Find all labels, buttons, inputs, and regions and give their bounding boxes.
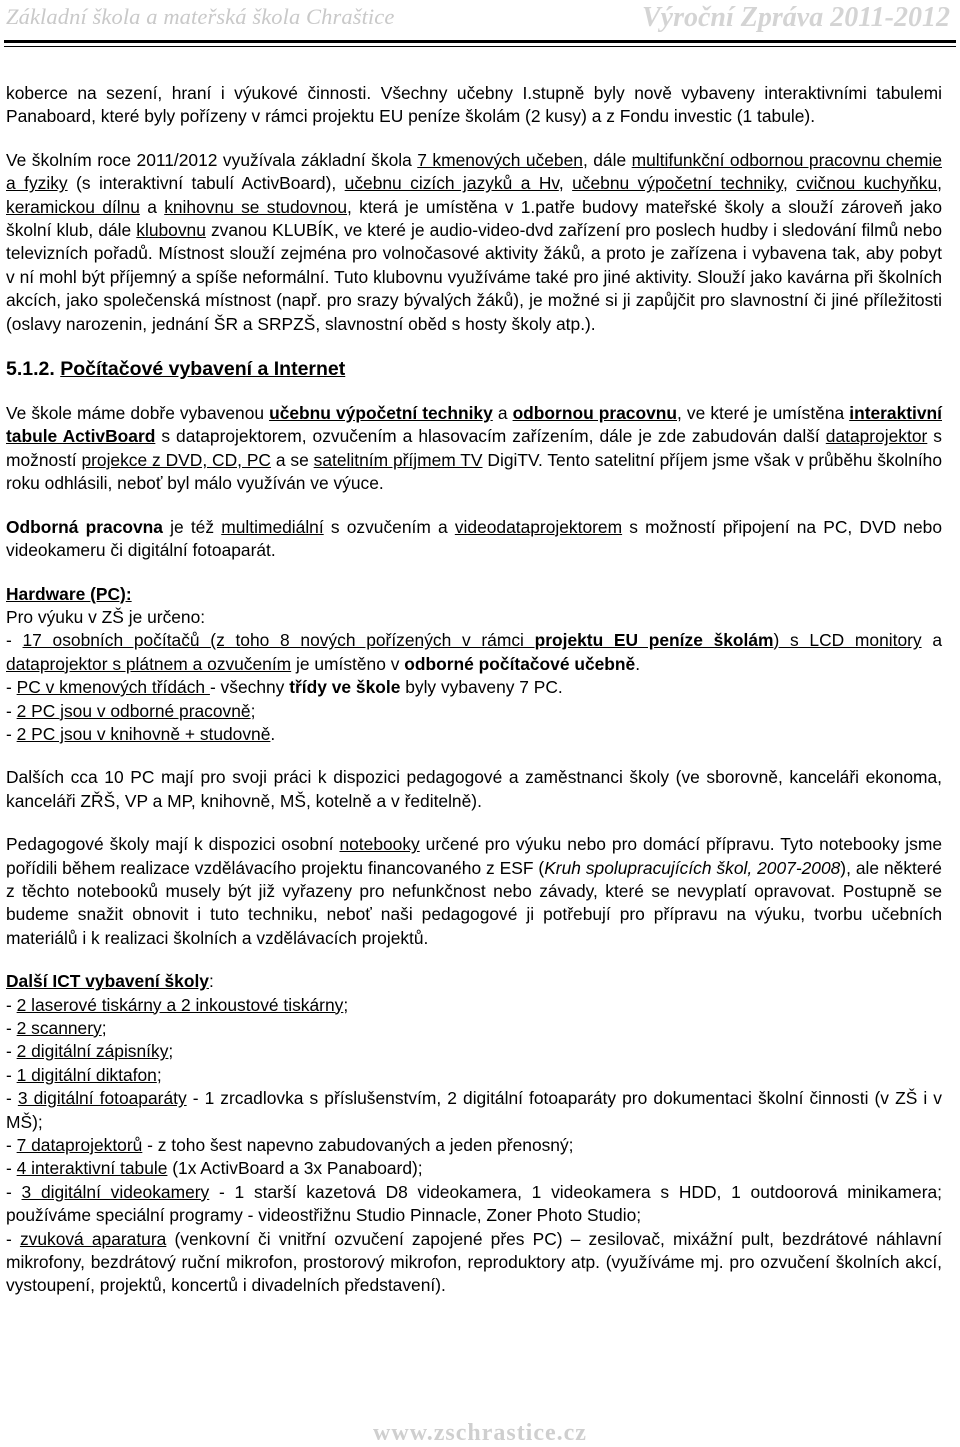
document-body: [6, 82, 942, 1298]
paragraph-text: koberce na sezení, hraní i výukové činnosti. Všechny učebny I.stupně byly nově vybaveny interaktivními tabulemi Panaboard, které byly pořízeny v rámci projektu EU peníze školám (2 kusy) a z Fondu investic (1 tabule).: [6, 83, 942, 127]
ict-list-item: [6, 1134, 942, 1157]
underlined-bold-text: interaktivní tabule ActivBoard: [6, 403, 943, 447]
hardware-list-item: [6, 723, 942, 746]
underlined-text: satelitním příjmem TV: [313, 449, 483, 470]
bold-text: třídy ve škole: [289, 677, 401, 698]
text: ;: [250, 700, 256, 721]
underlined-text: projekce z DVD, CD, PC: [81, 449, 271, 470]
underlined-text: 4 interaktivní tabule: [16, 1158, 168, 1179]
underlined-text: keramickou dílnu: [6, 196, 140, 217]
section-title: Počítačové vybavení a Internet: [60, 358, 346, 381]
text: (1x ActivBoard a 3x Panaboard);: [167, 1158, 423, 1179]
list-dash: -: [6, 994, 17, 1015]
text: ;: [343, 994, 349, 1015]
list-dash: -: [6, 723, 17, 744]
underlined-bold-text: projektu EU peníze školám: [534, 630, 774, 651]
ict-list-item: [6, 1157, 942, 1180]
list-dash: -: [6, 1181, 22, 1202]
underlined-text: učebnu cizích jazyků a Hv: [344, 173, 559, 194]
underlined-text: 2 scannery: [16, 1018, 102, 1038]
text: s ozvučením a: [323, 516, 455, 537]
text: s možností: [6, 426, 942, 470]
underlined-text: učebnu výpočetní techniky: [572, 173, 783, 194]
text: , dále: [582, 149, 632, 170]
ict-list-item: [6, 1087, 942, 1134]
underlined-text: notebooky: [339, 834, 420, 855]
underlined-text: 2 digitální zápisníky: [16, 1041, 169, 1062]
text: ;: [156, 1064, 162, 1085]
underlined-text: knihovnu se studovnou: [164, 196, 348, 217]
list-dash: -: [6, 1041, 17, 1062]
paragraph-intro-continued: [6, 82, 942, 129]
ict-list-item: [6, 1181, 942, 1228]
text: , která je umístěna v 1.patře budovy mateřské školy a slouží zároveň jako školní klub, dále: [6, 196, 942, 241]
ict-list-item: [6, 1064, 942, 1087]
ict-section: [6, 970, 942, 1298]
hardware-list-item: [6, 629, 942, 676]
underlined-text: multifunkční odbornou pracovnu chemie a fyziky: [6, 149, 942, 194]
text: určené pro výuku nebo pro domácí přípravu. Tyto notebooky jsme pořídili během realizace vzdělávacího projektu financovaného z ESF (: [6, 834, 942, 878]
text: ), ale některé z těchto notebooků musely být již vyřazeny pro nefunkčnost nebo závady, které se nevyplatí opravovat. Postupně se budeme snažit obnovit i tuto techniku, neboť naši pedagogové ji potřebují pro přípravu na výuku, tvorbu učebních materiálů i k realizaci školních a vzdělávacích projektů.: [6, 857, 942, 948]
ict-list: [6, 994, 942, 1298]
text: DigiTV. Tento satelitní příjem jsme však v průběhu školního roku odhlásili, neboť byl málo využíván ve výuce.: [6, 449, 942, 494]
text: .: [635, 653, 641, 674]
paragraph-classrooms: [6, 149, 942, 336]
list-dash: -: [6, 1158, 17, 1179]
text: zvanou KLUBÍK, ve které je audio-video-dvd zařízení pro poslech hudby i sledování filmů nebo televizních pořadů. Místnost slouží zejména pro volnočasové aktivity žáků, a proto je zařízena i vybavena tak, aby pobyt v ní mohl být příjemný a spíše neformální. Tuto klubovnu využíváme také pro jiné aktivity. Slouží jako kavárna při školních akcích, jako společenská místnost (např. pro srazy bývalých žáků), je možné si ji zapůjčit pro slavnostní či jiné příležitosti (oslavy narozenin, jednání ŠR a SRPZŠ, slavnostní oběd s hosty školy atp.).: [6, 220, 942, 334]
list-dash: -: [6, 1064, 17, 1085]
underlined-text: ) s LCD monitory: [773, 630, 922, 651]
underlined-text: dataprojektor: [825, 426, 928, 447]
underlined-text: 2 PC jsou v odborné pracovně: [16, 700, 251, 721]
header-rule-thin: [4, 46, 956, 47]
text: je umístěno v: [291, 653, 405, 674]
text: , ve které je umístěna: [677, 403, 850, 424]
underlined-text: 2 laserové tiskárny a 2 inkoustové tiskárny: [16, 994, 344, 1015]
text: byly vybaveny 7 PC.: [400, 677, 563, 698]
header-school-name: Základní škola a mateřská škola Chraštice: [6, 4, 395, 29]
bold-text: Odborná pracovna: [6, 516, 163, 537]
underlined-text: videodataprojektorem: [454, 516, 623, 537]
text: a: [921, 630, 942, 651]
footer-url: www.zschrastice.cz: [373, 1420, 587, 1446]
text: ;: [168, 1041, 174, 1062]
text: Pro výuku v ZŠ je určeno:: [6, 606, 206, 627]
ict-list-item: [6, 1040, 942, 1063]
underlined-text: 3 digitální fotoaparáty: [17, 1088, 187, 1109]
paragraph-specialized-room: [6, 516, 942, 563]
text: (venkovní či vnitřní ozvučení zapojené přes PC) – zesilovač, mixážní pult, bezdrátové náhlavní mikrofony, bezdrátový ruční mikrofon, prostorový mikrofon, reproduktory atp. (využíváme mj. pro ozvučení školních akcí, vystoupení, projektů, koncertů i divadelních představení).: [6, 1228, 943, 1296]
list-dash: -: [6, 677, 17, 698]
hardware-section: [6, 583, 942, 747]
text: ,: [558, 173, 573, 194]
text: :: [208, 971, 214, 992]
list-dash: -: [6, 630, 23, 651]
header-rule-thick: [4, 40, 956, 43]
ict-list-item: [6, 994, 942, 1017]
underlined-text: dataprojektor s plátnem a ozvučením: [6, 653, 292, 674]
ict-list-item: [6, 1017, 942, 1040]
text: - z toho šest napevno zabudovaných a jeden přenosný;: [142, 1135, 574, 1156]
hardware-list-item: [6, 676, 942, 699]
text: s možností připojení na PC, DVD nebo videokameru či digitální fotoaparát.: [6, 516, 942, 561]
text: - 1 zrcadlovka s příslušenstvím, 2 digitální fotoaparáty pro dokumentaci školní činnosti (v ZŠ i v MŠ);: [6, 1088, 942, 1132]
list-dash: -: [6, 700, 17, 721]
underlined-text: 3 digitální videokamery: [21, 1181, 210, 1202]
paragraph-other-pcs: [6, 766, 942, 813]
list-dash: -: [6, 1088, 18, 1109]
ict-heading: Další ICT vybavení školy: [6, 971, 209, 992]
paragraph-notebooks: [6, 833, 942, 950]
text: Dalších cca 10 PC mají pro svoji práci k dispozici pedagogové a zaměstnanci školy (ve sborovně, kanceláři ekonoma, kanceláři ZŘŠ, VP a MP, knihovně, MŠ, kotelně a v ředitelně).: [6, 767, 942, 811]
underlined-bold-text: odbornou pracovnu: [512, 403, 678, 424]
underlined-text: 2 PC jsou v knihovně + studovně: [16, 723, 271, 744]
text: Ve škole máme dobře vybavenou: [6, 403, 270, 424]
hardware-list-item: [6, 700, 942, 723]
text: ,: [783, 173, 797, 194]
text: ;: [101, 1018, 107, 1038]
text: (s interaktivní tabulí ActivBoard),: [67, 173, 345, 194]
underlined-text: cvičnou kuchyňku: [796, 173, 938, 194]
underlined-bold-text: učebnu výpočetní techniky: [269, 403, 493, 424]
underlined-text: 7 dataprojektorů: [16, 1135, 143, 1156]
text: a: [139, 196, 165, 217]
underlined-text: 1 digitální diktafon: [16, 1064, 157, 1085]
text: Pedagogové školy mají k dispozici osobní: [6, 834, 340, 855]
ict-title: [6, 970, 942, 993]
text: - 1 starší kazetová D8 videokamera, 1 videokamera s HDD, 1 outdoorová minikamera; používáme speciální programy - videostřižnu Studio Pinnacle, Zoner Photo Studio;: [6, 1181, 942, 1226]
underlined-text: klubovnu: [136, 220, 206, 241]
section-heading: [6, 356, 942, 382]
text: a: [492, 403, 513, 424]
bold-text: odborné počítačové učebně: [404, 653, 636, 674]
underlined-text: PC v kmenových třídách: [16, 677, 210, 698]
list-dash: -: [6, 1135, 17, 1156]
underlined-text: 7 kmenových učeben: [417, 149, 583, 170]
hardware-intro: [6, 606, 942, 629]
text: - všechny: [209, 677, 290, 698]
text: ,: [937, 173, 942, 194]
page-header: [0, 0, 960, 58]
ict-list-item: [6, 1228, 942, 1298]
text: .: [270, 723, 276, 744]
text: a se: [271, 449, 314, 470]
hardware-heading: Hardware (PC):: [6, 583, 132, 604]
text: Ve školním roce 2011/2012 využívala základní škola: [6, 149, 418, 170]
paragraph-computer-classroom: [6, 402, 942, 496]
header-report-title: Výroční Zpráva 2011-2012: [642, 2, 950, 33]
underlined-text: 17 osobních počítačů (z toho 8 nových pořízených v rámci: [22, 630, 535, 651]
text: s dataprojektorem, ozvučením a hlasovacím zařízením, dále je zde zabudován další: [155, 426, 826, 447]
underlined-text: zvuková aparatura: [19, 1228, 167, 1249]
list-dash: -: [6, 1228, 20, 1249]
underlined-text: multimediální: [221, 516, 324, 537]
hardware-title: [6, 583, 942, 606]
text: je též: [162, 516, 222, 537]
section-number: 5.1.2.: [6, 358, 55, 381]
italic-text: Kruh spolupracujících škol, 2007-2008: [544, 857, 841, 878]
list-dash: -: [6, 1018, 17, 1038]
